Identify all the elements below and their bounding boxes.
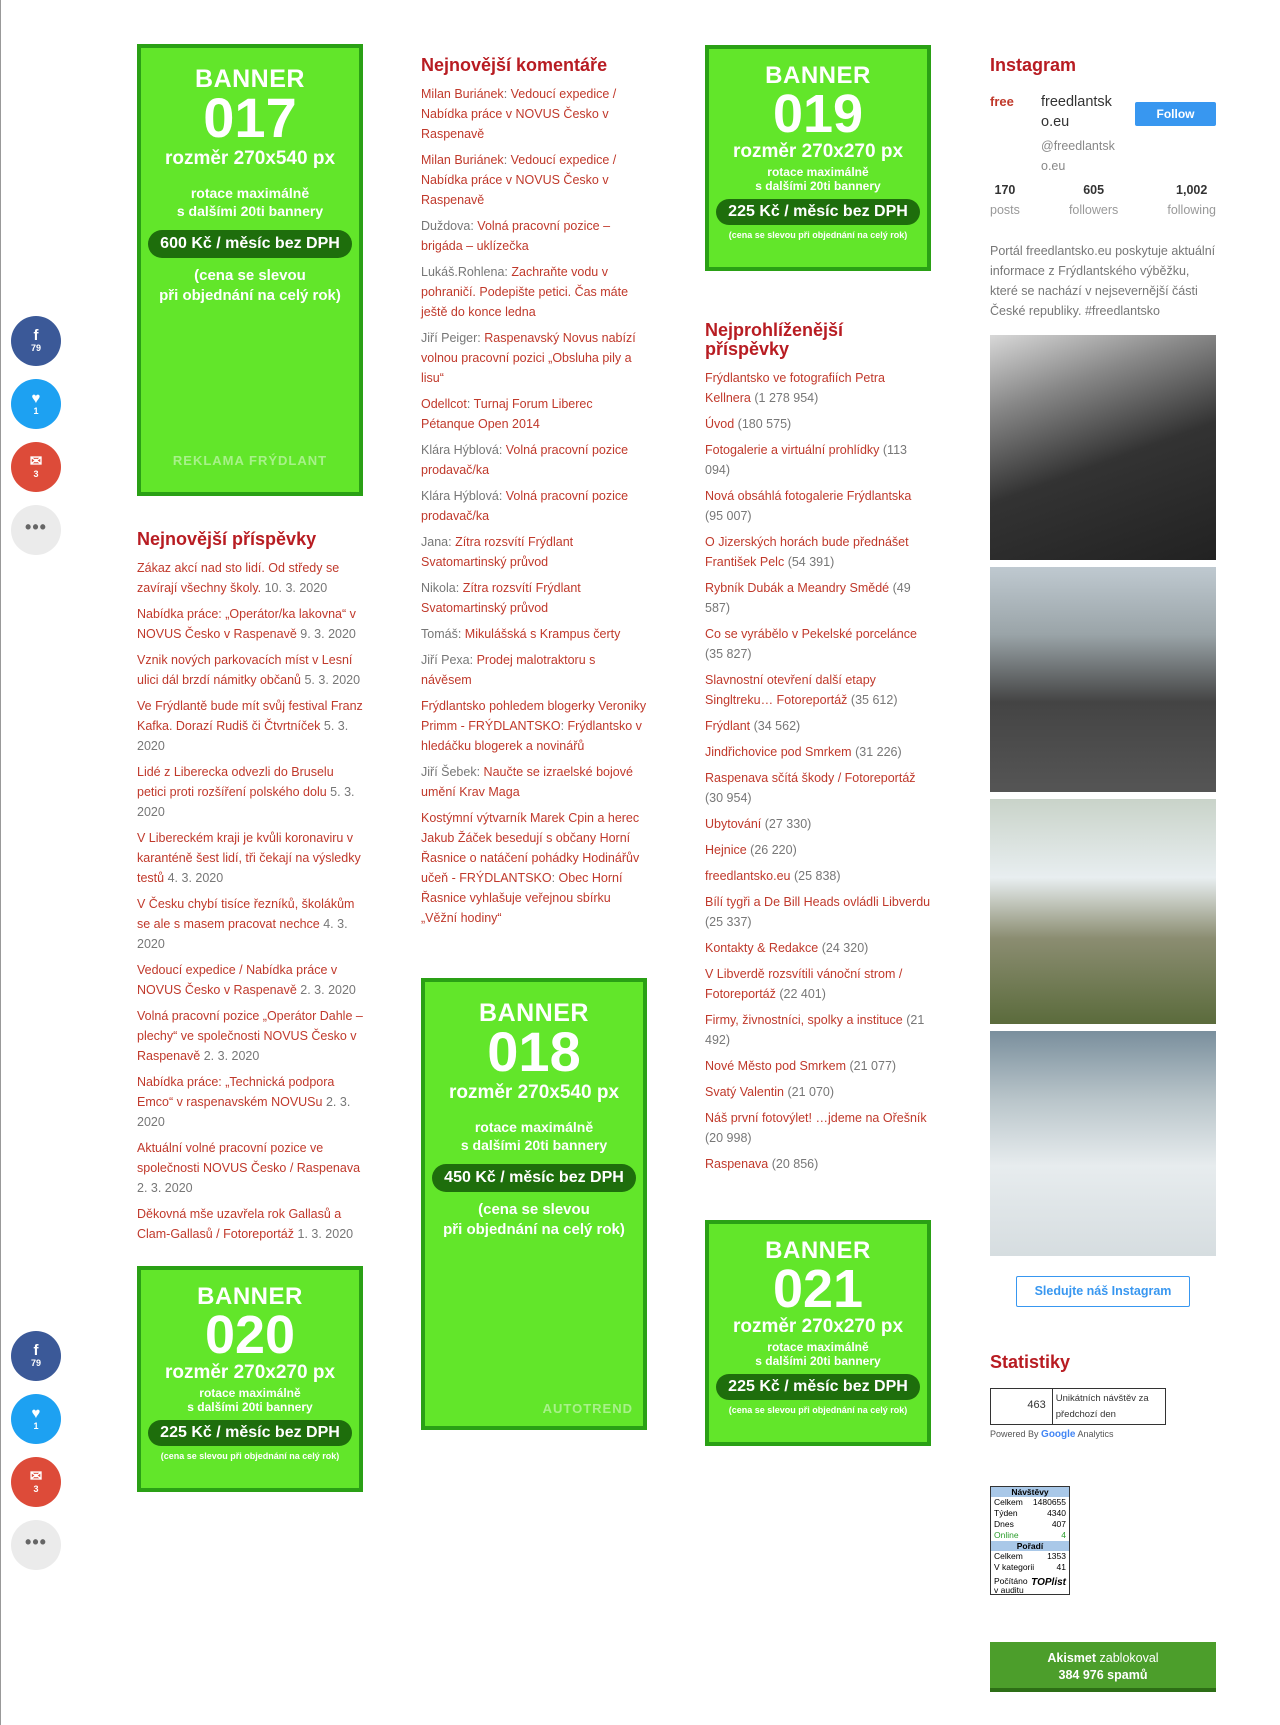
comment-item (421, 486, 647, 526)
list-item (137, 1072, 363, 1132)
recent-comments-title: Nejnovější komentáře (421, 55, 608, 75)
post-date: 10. 3. 2020 (264, 581, 328, 595)
comment-post-link[interactable]: Volná pracovní pozice prodavač/ka (421, 489, 629, 523)
toplist-row (991, 1530, 1069, 1541)
popular-post-link[interactable]: Firmy, živnostníci, spolky a instituce (705, 1013, 903, 1027)
comment-author: Klára Hýblová (421, 489, 499, 503)
popular-posts-title: Nejprohlíženější příspěvky (705, 320, 844, 359)
banner-title: BANNER (765, 62, 871, 89)
comment-author: Nikola (421, 581, 456, 595)
instagram-header (990, 84, 1216, 180)
comment-separator: : (448, 535, 456, 549)
twitter-share-button[interactable] (11, 379, 61, 429)
comment-author: Jiří Pexa (421, 653, 470, 667)
list-item (705, 742, 931, 762)
more-share-button[interactable] (11, 1520, 61, 1570)
recent-comments-list (421, 84, 647, 928)
twitter-share-count: 1 (33, 406, 39, 416)
comment-author-link[interactable]: Kostýmní výtvarník Marek Cpin a herec Jakub Žáček besedují s občany Horní Řasnice o natáčení pohádky Hodinářův učeň - FRÝDLANTSKO (421, 811, 640, 885)
banner-rotation: s dalšími 20ti bannery (460, 1137, 608, 1153)
powered-label: Powered By (990, 1429, 1039, 1439)
toplist-label: Celkem (994, 1551, 1023, 1561)
view-count: (21 492) (705, 1013, 925, 1047)
facebook-share-count: 79 (30, 1358, 41, 1368)
view-count: (113 094) (705, 443, 907, 477)
comment-post-link[interactable]: Vedoucí expedice / Nabídka práce v NOVUS Česko v Raspenavě (421, 87, 617, 141)
banner-rotation: rotace maximálně (474, 1119, 594, 1135)
popular-post-link[interactable]: O Jizerských horách bude přednášet František Pelc (705, 535, 909, 569)
list-item (705, 768, 931, 808)
list-item (137, 558, 363, 598)
column-4 (990, 56, 1216, 1692)
list-item (705, 866, 931, 886)
banner-size: rozměr 270x270 px (732, 141, 904, 162)
comment-separator: : (469, 653, 477, 667)
toplist-label: Celkem (994, 1497, 1023, 1507)
post-date: 9. 3. 2020 (300, 627, 356, 641)
comment-post-link[interactable]: Turnaj Forum Liberec Pétanque Open 2014 (421, 397, 593, 431)
banner-rotation: rotace maximálně (767, 165, 869, 179)
facebook-share-count: 79 (30, 343, 41, 353)
comment-author: Tomáš (421, 627, 458, 641)
toplist-label: V kategorii (994, 1562, 1035, 1572)
popular-post-link[interactable]: Raspenava (705, 1157, 769, 1171)
post-link[interactable]: Nabídka práce: „Technická podpora Emco“ v raspenavském NOVUSu (137, 1075, 335, 1109)
akismet-text: zablokoval (1099, 1651, 1159, 1665)
comment-author: Jiří Šebek (421, 765, 477, 779)
comment-separator: : (503, 87, 511, 101)
post-date: 5. 3. 2020 (137, 719, 349, 753)
banner-title: BANNER (197, 1283, 303, 1310)
banner-018[interactable] (421, 978, 647, 1430)
toplist-counter[interactable] (990, 1486, 1070, 1595)
list-item (705, 1154, 931, 1174)
toplist-value: 1353 (1047, 1551, 1066, 1561)
instagram-bio: Portál freedlantsko.eu poskytuje aktuální informace z Frýdlantského výběžku, které se nachází v nejsevernější části České republiky. #freedlantsko (990, 244, 1216, 318)
comment-separator: : (560, 719, 568, 733)
akismet-widget (990, 1642, 1216, 1692)
popular-post-link[interactable]: Svatý Valentin (705, 1085, 784, 1099)
list-item (137, 960, 363, 1000)
comment-author: Jiří Peiger (421, 331, 478, 345)
banner-logo: AUTOTREND (542, 1401, 633, 1416)
post-link[interactable]: Děkovná mše uzavřela rok Gallasů a Clam-Gallasů / Fotoreportáž (137, 1207, 342, 1241)
comment-item (421, 650, 647, 690)
popular-post-link[interactable]: Kontakty & Redakce (705, 941, 819, 955)
twitter-share-count: 1 (33, 1421, 39, 1431)
facebook-icon: f (33, 327, 39, 344)
view-count: (21 077) (849, 1059, 897, 1073)
banner-rotation: rotace maximálně (190, 185, 310, 201)
twitter-share-button[interactable] (11, 1394, 61, 1444)
post-date: 5. 3. 2020 (137, 785, 355, 819)
comment-item (421, 532, 647, 572)
view-count: (20 998) (705, 1131, 752, 1145)
view-count: (35 827) (705, 647, 752, 661)
post-date: 1. 3. 2020 (297, 1227, 354, 1241)
comment-author-link[interactable]: Frýdlantsko pohledem blogerky Veroniky Primm - FRÝDLANTSKO (421, 699, 647, 733)
banner-size: rozměr 270x270 px (164, 1362, 336, 1383)
banner-price: 600 Kč / měsíc bez DPH (148, 230, 352, 258)
list-item (705, 840, 931, 860)
instagram-follow-link[interactable]: Sledujte náš Instagram (1016, 1276, 1190, 1307)
akismet-brand: Akismet (1047, 1651, 1097, 1665)
banner-title: BANNER (765, 1237, 871, 1264)
analytics-widget (990, 1388, 1166, 1425)
list-item (137, 762, 363, 822)
comment-post-link[interactable]: Zítra rozsvítí Frýdlant Svatomartinský průvod (421, 581, 581, 615)
view-count: (1 278 954) (754, 391, 819, 405)
banner-discount: při objednání na celý rok) (159, 287, 341, 304)
list-item (705, 440, 931, 480)
banner-title: BANNER (479, 999, 589, 1027)
view-count: (25 337) (705, 915, 752, 929)
post-date: 2. 3. 2020 (203, 1049, 260, 1063)
post-date: 2. 3. 2020 (137, 1095, 351, 1129)
banner-price: 450 Kč / měsíc bez DPH (432, 1164, 636, 1192)
post-link[interactable]: Ve Frýdlantě bude mít svůj festival Franz Kafka. Dorazí Rudiš či Čtvrtníček (137, 699, 363, 733)
popular-post-link[interactable]: Bílí tygři a De Bill Heads ovládli Libverdu (705, 895, 931, 909)
toplist-value: 4340 (1047, 1508, 1066, 1518)
instagram-photo[interactable] (990, 567, 1216, 792)
popular-post-link[interactable]: Raspenava sčítá škody / Fotoreportáž (705, 771, 916, 785)
toplist-visits-header: Návštěvy (991, 1487, 1069, 1497)
post-date: 4. 3. 2020 (167, 871, 224, 885)
followers-count: 605 (1083, 183, 1105, 197)
banner-size: rozměr 270x270 px (732, 1316, 904, 1337)
instagram-avatar[interactable]: free (990, 94, 1014, 109)
facebook-icon: f (33, 1342, 39, 1359)
comment-author-link[interactable]: Milan Buriánek (421, 153, 504, 167)
list-item (137, 1204, 363, 1244)
toplist-value: 4 (1061, 1530, 1066, 1540)
banner-rotation: s dalšími 20ti bannery (755, 179, 881, 193)
banner-size: rozměr 270x540 px (164, 148, 336, 169)
toplist-rank-header: Pořadí (991, 1541, 1069, 1551)
banner-discount: (cena se slevou při objednání na celý rok) (728, 230, 908, 240)
stats-title: Statistiky (990, 1352, 1071, 1372)
banner-number: 020 (204, 1305, 296, 1365)
popular-post-link[interactable]: Ubytování (705, 817, 762, 831)
comment-item (421, 696, 647, 756)
banner-rotation: s dalšími 20ti bannery (176, 203, 324, 219)
list-item (705, 1010, 931, 1050)
banner-number: 018 (487, 1020, 581, 1083)
view-count: (34 562) (753, 719, 801, 733)
following-count: 1,002 (1176, 183, 1208, 197)
view-count: (180 575) (737, 417, 792, 431)
toplist-label: Online (994, 1530, 1019, 1540)
comment-post-link[interactable]: Mikulášská s Krampus čerty (464, 627, 621, 641)
comment-separator: : (477, 331, 485, 345)
view-count: (54 391) (787, 555, 835, 569)
banner-title: BANNER (195, 65, 305, 93)
powered-by (990, 1429, 1216, 1440)
recent-posts-title: Nejnovější příspěvky (137, 529, 317, 549)
list-item (705, 892, 931, 932)
facebook-share-button[interactable] (11, 316, 61, 366)
comment-post-link[interactable]: Volná pracovní pozice – brigáda – uklízečka (421, 219, 611, 253)
mail-share-button[interactable] (11, 1457, 61, 1507)
list-item (705, 532, 931, 572)
mail-icon: ✉ (29, 453, 43, 470)
visits-label: Unikátních návštěv za předchozí den (1055, 1393, 1149, 1420)
toplist-label: Dnes (994, 1519, 1014, 1529)
post-date: 2. 3. 2020 (137, 1181, 193, 1195)
view-count: (31 226) (855, 745, 902, 759)
visits-count: 463 (991, 1389, 1053, 1424)
post-date: 5. 3. 2020 (304, 673, 361, 687)
banner-discount: (cena se slevou při objednání na celý rok) (728, 1405, 908, 1415)
list-item (705, 578, 931, 618)
banner-price: 225 Kč / měsíc bez DPH (716, 1374, 920, 1400)
popular-post-link[interactable]: V Libverdě rozsvítili vánoční strom / Fotoreportáž (705, 967, 903, 1001)
comment-author: Lukáš.Rohlena (421, 265, 505, 279)
toplist-row (991, 1562, 1069, 1573)
banner-discount: při objednání na celý rok) (443, 1221, 625, 1238)
list-item (705, 486, 931, 526)
post-link[interactable]: Lidé z Liberecka odvezli do Bruselu petici proti rozšíření polského dolu (137, 765, 334, 799)
comment-separator: : (503, 153, 511, 167)
banner-size: rozměr 270x540 px (448, 1082, 620, 1103)
list-item (137, 650, 363, 690)
list-item (705, 1082, 931, 1102)
toplist-value: 41 (1056, 1562, 1066, 1572)
post-link[interactable]: Vedoucí expedice / Nabídka práce v NOVUS Česko v Raspenavě (137, 963, 338, 997)
post-date: 4. 3. 2020 (137, 917, 348, 951)
post-link[interactable]: V Libereckém kraji je kvůli koronaviru v karanténě šest lidí, tři čekají na výsledky testů (137, 831, 361, 885)
banner-017[interactable] (137, 44, 363, 496)
post-link[interactable]: Aktuální volné pracovní pozice ve společnosti NOVUS Česko / Raspenava (137, 1141, 361, 1175)
list-item (137, 894, 363, 954)
list-item (137, 696, 363, 756)
comment-separator: : (457, 627, 465, 641)
instagram-posts-stat (990, 180, 1020, 220)
comment-item (421, 394, 647, 434)
instagram-followers-stat (1069, 180, 1118, 220)
comment-post-link[interactable]: Prodej malotraktoru s návěsem (421, 653, 596, 687)
comment-item (421, 808, 647, 928)
toplist-footer: Počítáno (994, 1576, 1028, 1586)
toplist-logo: TOPlist (1031, 1577, 1066, 1588)
following-label: following (1167, 203, 1216, 217)
banner-number: 021 (772, 1259, 864, 1319)
comment-post-link[interactable]: Zachraňte vodu v pohraničí. Podepište petici. Čas máte ještě do konce ledna (421, 265, 629, 319)
view-count: (24 320) (821, 941, 869, 955)
banner-019[interactable] (705, 45, 931, 271)
comment-separator: : (476, 765, 484, 779)
post-link[interactable]: Nabídka práce: „Operátor/ka lakovna“ v NOVUS Česko v Raspenavě (137, 607, 356, 641)
comment-author-link[interactable]: Milan Buriánek (421, 87, 504, 101)
posts-label: posts (990, 203, 1020, 217)
instagram-title: Instagram (990, 55, 1077, 75)
list-item (137, 604, 363, 644)
toplist-footer: v auditu (994, 1585, 1024, 1595)
toplist-row (991, 1497, 1069, 1508)
google-logo: Google (1041, 1429, 1076, 1440)
comment-item (421, 328, 647, 388)
comment-separator: : (470, 219, 478, 233)
comment-author: Klára Hýblová (421, 443, 499, 457)
toplist-row (991, 1551, 1069, 1562)
instagram-photo[interactable] (990, 335, 1216, 560)
list-item (705, 624, 931, 664)
view-count: (25 838) (793, 869, 841, 883)
recent-posts-list (137, 558, 363, 1244)
popular-post-link[interactable]: Hejnice (705, 843, 747, 857)
list-item (705, 368, 931, 408)
popular-post-link[interactable]: Co se vyrábělo v Pekelské porcelánce (705, 627, 917, 641)
mail-share-count: 3 (33, 469, 39, 479)
instagram-name[interactable]: freedlantsko.eu (1041, 94, 1112, 130)
view-count: (21 070) (787, 1085, 835, 1099)
mail-icon: ✉ (29, 1468, 43, 1485)
banner-rotation: s dalšími 20ti bannery (755, 1354, 881, 1368)
banner-020[interactable] (137, 1266, 363, 1492)
comment-item (421, 762, 647, 802)
comment-item (421, 216, 647, 256)
post-date: 2. 3. 2020 (300, 983, 356, 997)
banner-logo: REKLAMA FRÝDLANT (172, 453, 328, 468)
comment-item (421, 84, 647, 144)
comment-item (421, 150, 647, 210)
more-icon: ••• (25, 1532, 47, 1552)
popular-post-link[interactable]: Rybník Dubák a Meandry Smědé (705, 581, 890, 595)
comment-author-link[interactable]: Odellcot (421, 397, 467, 411)
banner-number: 017 (203, 86, 297, 149)
list-item (705, 716, 931, 736)
instagram-following-stat (1167, 180, 1216, 220)
comment-item (421, 262, 647, 322)
column-3 (705, 45, 931, 1446)
twitter-icon: ♥ (31, 1405, 41, 1422)
comment-separator: : (498, 489, 506, 503)
comment-post-link[interactable]: Obec Horní Řasnice vyhlašuje veřejnou sbírku „Věžní hodiny“ (421, 871, 623, 925)
list-item (705, 938, 931, 958)
banner-rotation: rotace maximálně (199, 1386, 301, 1400)
facebook-share-button[interactable] (11, 1331, 61, 1381)
comment-item (421, 624, 647, 644)
instagram-stats (990, 180, 1216, 220)
comment-separator: : (551, 871, 559, 885)
banner-price: 225 Kč / měsíc bez DPH (716, 199, 920, 225)
banner-number: 019 (772, 84, 864, 144)
more-icon: ••• (25, 517, 47, 537)
comment-post-link[interactable]: Frýdlantsko v hledáčku blogerek a novinářů (421, 719, 642, 753)
mail-share-button[interactable] (11, 442, 61, 492)
toplist-value: 1480655 (1032, 1497, 1066, 1507)
toplist-label: Týden (994, 1508, 1018, 1518)
column-2 (421, 56, 647, 1430)
popular-posts-list (705, 368, 931, 1174)
comment-separator: : (466, 397, 474, 411)
view-count: (35 612) (850, 693, 898, 707)
comment-item (421, 578, 647, 618)
list-item (705, 964, 931, 1004)
post-link[interactable]: Zákaz akcí nad sto lidí. Od středy se zavírají všechny školy. (137, 561, 340, 595)
comment-post-link[interactable]: Zítra rozsvítí Frýdlant Svatomartinský průvod (421, 535, 574, 569)
comment-separator: : (455, 581, 463, 595)
banner-discount: (cena se slevou (194, 267, 306, 284)
popular-post-link[interactable]: Fotogalerie a virtuální prohlídky (705, 443, 880, 457)
list-item (705, 1056, 931, 1076)
popular-post-link[interactable]: Nové Město pod Smrkem (705, 1059, 847, 1073)
comment-separator: : (504, 265, 512, 279)
comment-post-link[interactable]: Vedoucí expedice / Nabídka práce v NOVUS Česko v Raspenavě (421, 153, 617, 207)
popular-post-link[interactable]: Nová obsáhlá fotogalerie Frýdlantska (705, 489, 912, 503)
view-count: (22 401) (779, 987, 826, 1001)
column-1 (137, 44, 363, 1492)
list-item (705, 814, 931, 834)
list-item (137, 828, 363, 888)
view-count: (49 587) (705, 581, 911, 615)
view-count: (27 330) (764, 817, 812, 831)
post-link[interactable]: Vznik nových parkovacích míst v Lesní ulici dál brzdí námitky občanů (137, 653, 353, 687)
akismet-count: 384 976 spamů (1058, 1668, 1148, 1682)
popular-post-link[interactable]: Frýdlant (705, 719, 751, 733)
popular-post-link[interactable]: Slavnostní otevření další etapy Singltreku… Fotoreportáž (705, 673, 876, 707)
toplist-row (991, 1508, 1069, 1519)
list-item (705, 1108, 931, 1148)
popular-post-link[interactable]: Náš první fotovýlet! …jdeme na Ořešník (705, 1111, 927, 1125)
view-count: (26 220) (750, 843, 797, 857)
comment-post-link[interactable]: Naučte se izraelské bojové umění Krav Maga (421, 765, 633, 799)
comment-separator: : (498, 443, 506, 457)
toplist-value: 407 (1051, 1519, 1066, 1529)
comment-author: Duždova (421, 219, 471, 233)
post-link[interactable]: V Česku chybí tisíce řezníků, školákům se ale s masem pracovat nechce (137, 897, 355, 931)
comment-author: Jana (421, 535, 449, 549)
instagram-handle: @freedlantsko.eu (1041, 139, 1115, 173)
banner-discount: (cena se slevou při objednání na celý rok) (160, 1451, 340, 1461)
banner-discount: (cena se slevou (478, 1201, 590, 1218)
twitter-icon: ♥ (31, 390, 41, 407)
popular-post-link[interactable]: Jindřichovice pod Smrkem (705, 745, 852, 759)
list-item (705, 670, 931, 710)
followers-label: followers (1068, 203, 1119, 217)
instagram-photo[interactable] (990, 1031, 1216, 1256)
popular-post-link[interactable]: Úvod (705, 417, 735, 431)
more-share-button[interactable] (11, 505, 61, 555)
list-item (137, 1138, 363, 1198)
view-count: (95 007) (705, 509, 752, 523)
banner-price: 225 Kč / měsíc bez DPH (148, 1420, 352, 1446)
popular-post-link[interactable]: freedlantsko.eu (705, 869, 791, 883)
post-link[interactable]: Volná pracovní pozice „Operátor Dahle – plechy“ ve společnosti NOVUS Česko v Raspenavě (137, 1009, 363, 1063)
comment-post-link[interactable]: Raspenavský Novus nabízí volnou pracovní pozici „Obsluha pily a lisu“ (421, 331, 636, 385)
popular-post-link[interactable]: Frýdlantsko ve fotografiích Petra Kellnera (705, 371, 885, 405)
banner-021[interactable] (705, 1220, 931, 1446)
banner-rotation: s dalšími 20ti bannery (187, 1400, 313, 1414)
analytics-label: Analytics (1077, 1429, 1114, 1439)
toplist-row (991, 1519, 1069, 1530)
comment-post-link[interactable]: Volná pracovní pozice prodavač/ka (421, 443, 629, 477)
comment-item (421, 440, 647, 480)
instagram-follow-button[interactable]: Follow (1135, 102, 1216, 126)
instagram-photo[interactable] (990, 799, 1216, 1024)
view-count: (30 954) (705, 791, 752, 805)
posts-count: 170 (994, 183, 1016, 197)
mail-share-count: 3 (33, 1484, 39, 1494)
list-item (137, 1006, 363, 1066)
view-count: (20 856) (771, 1157, 819, 1171)
banner-rotation: rotace maximálně (767, 1340, 869, 1354)
list-item (705, 414, 931, 434)
